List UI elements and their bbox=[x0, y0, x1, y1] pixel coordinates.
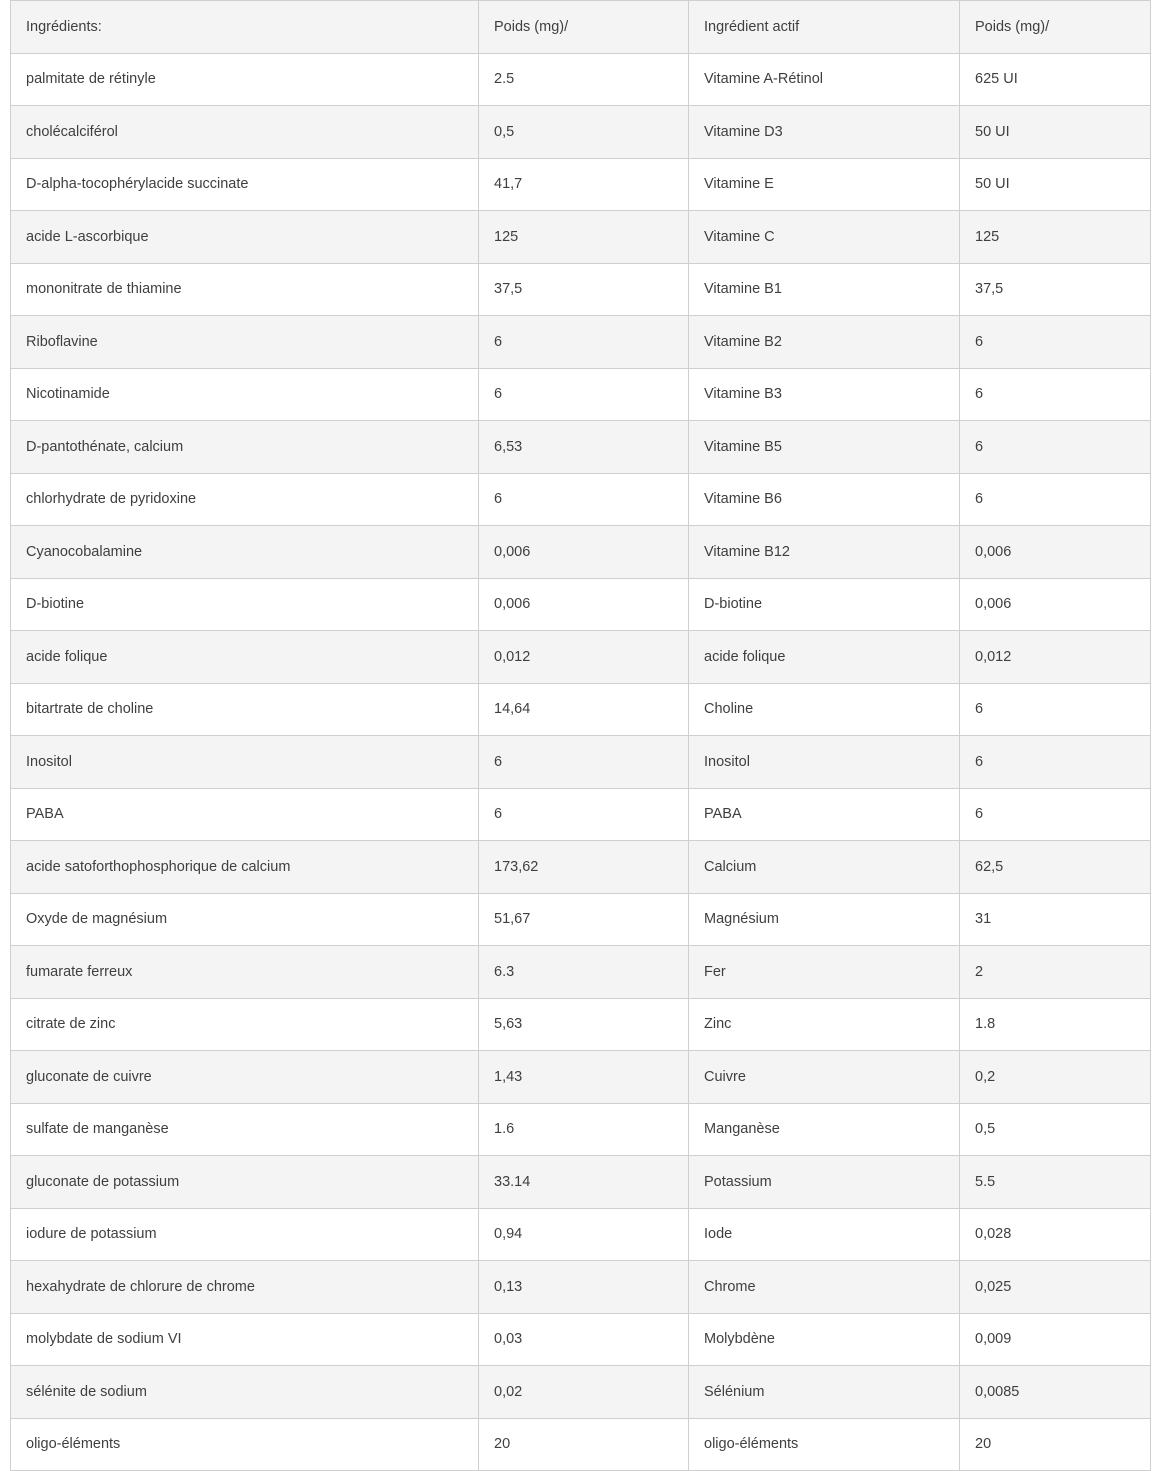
cell-weight: 173,62 bbox=[479, 841, 689, 894]
cell-ingredient: Oxyde de magnésium bbox=[11, 893, 479, 946]
cell-ingredient: citrate de zinc bbox=[11, 998, 479, 1051]
header-active-ingredient: Ingrédient actif bbox=[689, 1, 960, 54]
cell-ingredient: mononitrate de thiamine bbox=[11, 263, 479, 316]
table-row bbox=[11, 526, 1151, 579]
cell-active-ingredient: Vitamine E bbox=[689, 158, 960, 211]
cell-ingredient: cholécalciférol bbox=[11, 106, 479, 159]
cell-active-weight: 625 UI bbox=[960, 53, 1151, 106]
cell-weight: 6 bbox=[479, 788, 689, 841]
table-row bbox=[11, 998, 1151, 1051]
cell-active-ingredient: Vitamine B5 bbox=[689, 421, 960, 474]
cell-active-weight: 0,025 bbox=[960, 1261, 1151, 1314]
cell-active-ingredient: D-biotine bbox=[689, 578, 960, 631]
cell-active-ingredient: Molybdène bbox=[689, 1313, 960, 1366]
table-row bbox=[11, 368, 1151, 421]
cell-active-weight: 6 bbox=[960, 473, 1151, 526]
table-row bbox=[11, 1418, 1151, 1471]
cell-weight: 0,006 bbox=[479, 526, 689, 579]
cell-active-ingredient: Chrome bbox=[689, 1261, 960, 1314]
cell-ingredient: D-biotine bbox=[11, 578, 479, 631]
cell-weight: 20 bbox=[479, 1418, 689, 1471]
table-row bbox=[11, 946, 1151, 999]
cell-weight: 6 bbox=[479, 473, 689, 526]
table-header bbox=[11, 1, 1151, 54]
cell-active-weight: 6 bbox=[960, 421, 1151, 474]
table-row bbox=[11, 1103, 1151, 1156]
cell-active-ingredient: Calcium bbox=[689, 841, 960, 894]
cell-weight: 0,02 bbox=[479, 1366, 689, 1419]
cell-active-ingredient: Vitamine B6 bbox=[689, 473, 960, 526]
cell-active-ingredient: Potassium bbox=[689, 1156, 960, 1209]
cell-active-weight: 6 bbox=[960, 683, 1151, 736]
cell-weight: 41,7 bbox=[479, 158, 689, 211]
cell-weight: 1,43 bbox=[479, 1051, 689, 1104]
cell-weight: 2.5 bbox=[479, 53, 689, 106]
cell-active-weight: 6 bbox=[960, 788, 1151, 841]
cell-ingredient: chlorhydrate de pyridoxine bbox=[11, 473, 479, 526]
cell-ingredient: sulfate de manganèse bbox=[11, 1103, 479, 1156]
cell-weight: 0,012 bbox=[479, 631, 689, 684]
ingredients-table-container bbox=[10, 0, 1150, 1471]
cell-active-weight: 6 bbox=[960, 316, 1151, 369]
cell-active-ingredient: Magnésium bbox=[689, 893, 960, 946]
table-row bbox=[11, 1208, 1151, 1261]
cell-ingredient: D-alpha-tocophérylacide succinate bbox=[11, 158, 479, 211]
cell-active-weight: 0,012 bbox=[960, 631, 1151, 684]
header-row bbox=[11, 1, 1151, 54]
cell-weight: 6,53 bbox=[479, 421, 689, 474]
cell-active-weight: 5.5 bbox=[960, 1156, 1151, 1209]
cell-active-weight: 1.8 bbox=[960, 998, 1151, 1051]
table-row bbox=[11, 1156, 1151, 1209]
table-row bbox=[11, 263, 1151, 316]
cell-ingredient: D-pantothénate, calcium bbox=[11, 421, 479, 474]
cell-active-ingredient: Sélénium bbox=[689, 1366, 960, 1419]
cell-weight: 1.6 bbox=[479, 1103, 689, 1156]
table-body bbox=[11, 53, 1151, 1471]
cell-ingredient: Riboflavine bbox=[11, 316, 479, 369]
table-row bbox=[11, 578, 1151, 631]
cell-weight: 33.14 bbox=[479, 1156, 689, 1209]
cell-active-weight: 31 bbox=[960, 893, 1151, 946]
cell-ingredient: acide folique bbox=[11, 631, 479, 684]
cell-weight: 0,006 bbox=[479, 578, 689, 631]
table-row bbox=[11, 158, 1151, 211]
table-row bbox=[11, 316, 1151, 369]
table-row bbox=[11, 631, 1151, 684]
cell-active-ingredient: Inositol bbox=[689, 736, 960, 789]
cell-weight: 6.3 bbox=[479, 946, 689, 999]
cell-active-weight: 0,006 bbox=[960, 578, 1151, 631]
cell-ingredient: iodure de potassium bbox=[11, 1208, 479, 1261]
header-active-weight-mg: Poids (mg)/ bbox=[960, 1, 1151, 54]
cell-weight: 0,03 bbox=[479, 1313, 689, 1366]
cell-ingredient: palmitate de rétinyle bbox=[11, 53, 479, 106]
table-row bbox=[11, 683, 1151, 736]
cell-weight: 51,67 bbox=[479, 893, 689, 946]
cell-ingredient: Inositol bbox=[11, 736, 479, 789]
cell-active-weight: 2 bbox=[960, 946, 1151, 999]
header-ingredients: Ingrédients: bbox=[11, 1, 479, 54]
cell-active-ingredient: Fer bbox=[689, 946, 960, 999]
cell-weight: 14,64 bbox=[479, 683, 689, 736]
cell-active-ingredient: oligo-éléments bbox=[689, 1418, 960, 1471]
cell-active-weight: 6 bbox=[960, 368, 1151, 421]
cell-active-ingredient: Iode bbox=[689, 1208, 960, 1261]
table-row bbox=[11, 736, 1151, 789]
cell-ingredient: bitartrate de choline bbox=[11, 683, 479, 736]
cell-ingredient: acide satoforthophosphorique de calcium bbox=[11, 841, 479, 894]
cell-active-weight: 0,028 bbox=[960, 1208, 1151, 1261]
cell-ingredient: Nicotinamide bbox=[11, 368, 479, 421]
table-row bbox=[11, 106, 1151, 159]
table-row bbox=[11, 473, 1151, 526]
table-row bbox=[11, 1261, 1151, 1314]
cell-weight: 6 bbox=[479, 736, 689, 789]
cell-active-ingredient: Vitamine B12 bbox=[689, 526, 960, 579]
cell-weight: 125 bbox=[479, 211, 689, 264]
cell-ingredient: gluconate de cuivre bbox=[11, 1051, 479, 1104]
cell-weight: 0,5 bbox=[479, 106, 689, 159]
cell-active-weight: 0,009 bbox=[960, 1313, 1151, 1366]
cell-ingredient: hexahydrate de chlorure de chrome bbox=[11, 1261, 479, 1314]
cell-weight: 6 bbox=[479, 368, 689, 421]
cell-active-ingredient: acide folique bbox=[689, 631, 960, 684]
ingredients-table bbox=[10, 0, 1151, 1471]
header-weight-mg: Poids (mg)/ bbox=[479, 1, 689, 54]
cell-active-weight: 50 UI bbox=[960, 106, 1151, 159]
table-row bbox=[11, 1051, 1151, 1104]
cell-active-weight: 0,006 bbox=[960, 526, 1151, 579]
cell-weight: 0,13 bbox=[479, 1261, 689, 1314]
table-row bbox=[11, 211, 1151, 264]
cell-active-ingredient: Vitamine B2 bbox=[689, 316, 960, 369]
cell-active-ingredient: Vitamine D3 bbox=[689, 106, 960, 159]
cell-active-weight: 20 bbox=[960, 1418, 1151, 1471]
cell-active-weight: 125 bbox=[960, 211, 1151, 264]
cell-active-ingredient: Choline bbox=[689, 683, 960, 736]
cell-active-weight: 0,5 bbox=[960, 1103, 1151, 1156]
cell-weight: 5,63 bbox=[479, 998, 689, 1051]
cell-active-ingredient: Vitamine B1 bbox=[689, 263, 960, 316]
cell-weight: 6 bbox=[479, 316, 689, 369]
cell-active-ingredient: Vitamine C bbox=[689, 211, 960, 264]
cell-ingredient: fumarate ferreux bbox=[11, 946, 479, 999]
cell-ingredient: Cyanocobalamine bbox=[11, 526, 479, 579]
table-row bbox=[11, 1366, 1151, 1419]
cell-active-weight: 37,5 bbox=[960, 263, 1151, 316]
cell-active-weight: 50 UI bbox=[960, 158, 1151, 211]
cell-active-weight: 0,0085 bbox=[960, 1366, 1151, 1419]
cell-active-ingredient: Vitamine A-Rétinol bbox=[689, 53, 960, 106]
cell-active-weight: 6 bbox=[960, 736, 1151, 789]
cell-ingredient: sélénite de sodium bbox=[11, 1366, 479, 1419]
table-row bbox=[11, 841, 1151, 894]
cell-active-weight: 0,2 bbox=[960, 1051, 1151, 1104]
table-row bbox=[11, 1313, 1151, 1366]
cell-active-ingredient: Zinc bbox=[689, 998, 960, 1051]
cell-ingredient: gluconate de potassium bbox=[11, 1156, 479, 1209]
cell-active-ingredient: PABA bbox=[689, 788, 960, 841]
cell-ingredient: oligo-éléments bbox=[11, 1418, 479, 1471]
cell-weight: 0,94 bbox=[479, 1208, 689, 1261]
cell-ingredient: molybdate de sodium VI bbox=[11, 1313, 479, 1366]
cell-active-ingredient: Manganèse bbox=[689, 1103, 960, 1156]
cell-ingredient: acide L-ascorbique bbox=[11, 211, 479, 264]
table-row bbox=[11, 53, 1151, 106]
cell-ingredient: PABA bbox=[11, 788, 479, 841]
cell-active-ingredient: Cuivre bbox=[689, 1051, 960, 1104]
cell-active-ingredient: Vitamine B3 bbox=[689, 368, 960, 421]
table-row bbox=[11, 893, 1151, 946]
table-row bbox=[11, 788, 1151, 841]
cell-weight: 37,5 bbox=[479, 263, 689, 316]
table-row bbox=[11, 421, 1151, 474]
cell-active-weight: 62,5 bbox=[960, 841, 1151, 894]
